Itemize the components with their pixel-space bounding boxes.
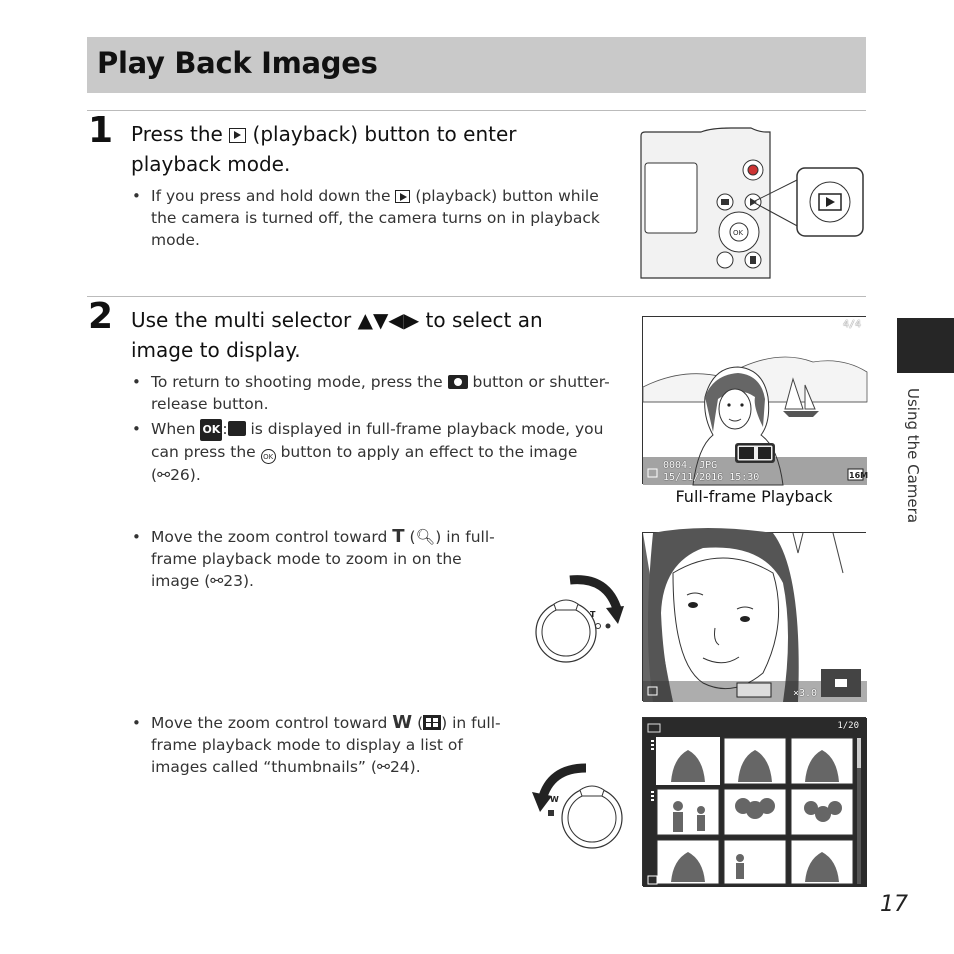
page-title: Play Back Images	[97, 46, 378, 80]
reference-icon: ⚯	[157, 466, 171, 484]
playback-zoom-screen	[642, 532, 866, 701]
heading-text: to select an image to display.	[131, 308, 543, 362]
bullet-dot: •	[132, 187, 141, 205]
file-name: 0004. JPG	[663, 460, 718, 471]
svg-text:OK: OK	[733, 229, 744, 237]
heading-text: Press the	[131, 122, 223, 146]
date-time: 15/11/2016 15:30	[663, 472, 760, 483]
bullet-text: (playback) button while the camera is turned off, the camera turns on in playback mode.	[151, 187, 600, 249]
bullet-text: When	[151, 420, 196, 438]
bullet-text: is displayed in full-frame playback mode, you can press the	[151, 420, 604, 461]
ok-button-icon: OK	[261, 449, 276, 464]
chapter-tab	[897, 318, 954, 373]
step2-bullet	[132, 712, 501, 778]
full-frame-playback-screen	[642, 316, 869, 484]
divider	[87, 110, 866, 111]
bullet-text: button or shutter-release button.	[151, 373, 610, 413]
tele-label: T	[590, 610, 596, 619]
wide-letter: W	[392, 712, 413, 733]
step2-heading	[131, 305, 611, 365]
zoom-ratio: ×3.0	[793, 688, 818, 699]
bullet-text: ) in full-frame playback mode to zoom in on the image (	[151, 528, 495, 590]
bullet-text: 26).	[170, 466, 201, 484]
bullet-text: To return to shooting mode, press the	[151, 373, 443, 391]
step2-bullet	[132, 526, 501, 592]
zoom-in-icon: 🔍︎	[415, 528, 436, 546]
thumbnail-icon	[423, 715, 441, 730]
title-bar	[87, 37, 866, 93]
figure-caption: Full-frame Playback	[675, 487, 833, 506]
bullet-text: (	[409, 528, 416, 546]
bullet-text: ) in full-frame playback mode to display a list of images called “thumbnails” (	[151, 714, 501, 776]
zoom-control-tele-illustration	[528, 572, 628, 664]
wide-label: W	[550, 795, 559, 804]
step2-bullet	[132, 371, 611, 415]
bullet-text: 24).	[389, 758, 421, 776]
thumbnail-counter: 1/20	[837, 721, 859, 731]
bullet-text: If you press and hold down the	[151, 187, 391, 205]
bullet-text: 23).	[223, 572, 254, 590]
step-number: 1	[88, 110, 114, 151]
reference-icon: ⚯	[376, 758, 390, 776]
chapter-label	[906, 388, 924, 538]
reference-icon: ⚯	[210, 572, 224, 590]
tele-letter: T	[392, 526, 405, 547]
chapter-label-text: Using the Camera	[904, 388, 922, 524]
effects-icon	[228, 421, 246, 436]
zoom-control-wide-illustration	[530, 758, 630, 852]
camera-back-illustration	[641, 128, 866, 278]
step1-bullet	[132, 185, 621, 251]
bullet-dot: •	[132, 373, 141, 391]
camera-icon	[448, 375, 468, 389]
playback-icon	[395, 190, 410, 203]
bullet-text: Move the zoom control toward	[151, 714, 388, 732]
step-number: 2	[88, 296, 114, 337]
bullet-dot: •	[132, 714, 141, 732]
ok-icon: OK	[200, 419, 222, 441]
step1-heading	[131, 119, 601, 179]
heading-text: Use the multi selector	[131, 308, 352, 332]
playback-icon	[229, 128, 246, 143]
page-number: 17	[880, 892, 908, 917]
bullet-dot: •	[132, 420, 141, 438]
heading-text: (playback) button to enter playback mode.	[131, 122, 517, 176]
step2-bullet: • When OK : is displayed in full-frame playback mode, you can press the OK button to apply an effect to the image (⚯26).	[132, 420, 604, 484]
bullet-text: button to apply an effect to the image (	[151, 443, 578, 484]
image-counter: 4/4	[842, 319, 861, 330]
multi-selector-arrows-icon: ▲▼◀▶	[357, 308, 420, 332]
thumbnail-playback-screen	[642, 717, 866, 886]
image-size-badge: 16M	[849, 471, 869, 480]
bullet-dot: •	[132, 528, 141, 546]
bullet-text: Move the zoom control toward	[151, 528, 388, 546]
divider	[87, 296, 866, 297]
bullet-text: (	[417, 714, 424, 732]
